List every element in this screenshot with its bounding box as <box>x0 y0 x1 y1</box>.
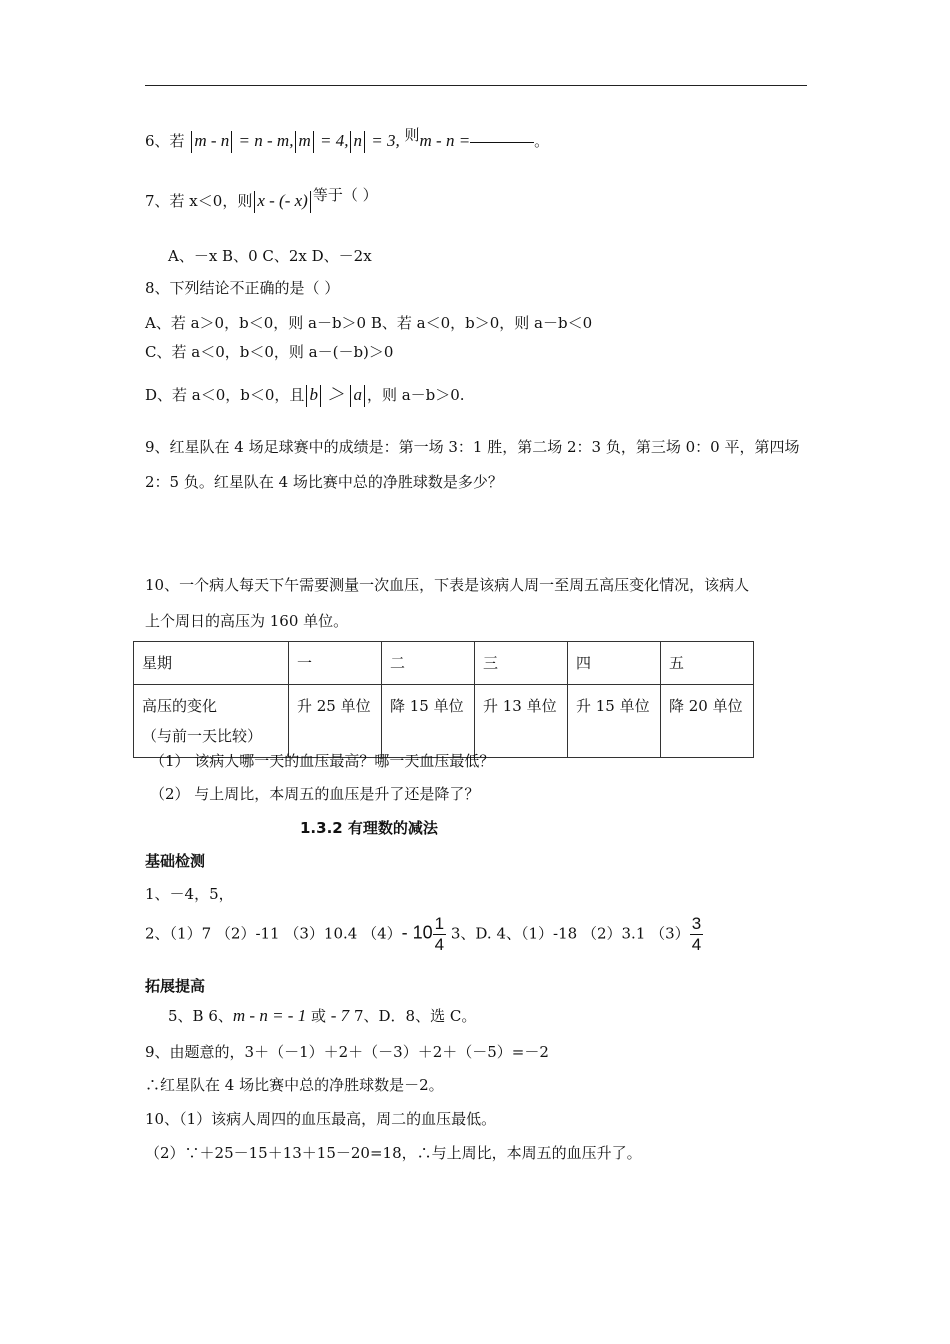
answer-5-8 <box>168 1005 476 1026</box>
question-9-line2: 2：5 负。红星队在 4 场比赛中总的净胜球数是多少？ <box>145 473 503 491</box>
answer-9-line2: ∴红星队在 4 场比赛中总的净胜球数是－2。 <box>145 1076 444 1094</box>
ans2-whole: - 10 <box>401 922 433 943</box>
q8d-prefix: D、若 a＜0，b＜0，且 <box>145 386 305 404</box>
table-row-label <box>134 685 289 758</box>
table-header-cell: 二 <box>382 642 475 685</box>
ans2-text: 2、（1）7 （2）-11 （3）10.4 （4） <box>145 924 402 943</box>
header-rule <box>145 85 807 86</box>
q8-option-d <box>145 380 465 407</box>
q8d-b: b <box>309 385 318 404</box>
ans5-math1: m - n = - 1 <box>232 1006 307 1025</box>
table-header-cell: 星期 <box>134 642 289 685</box>
q6-abs-expr: m - n <box>194 131 230 150</box>
q8-options-ab: A、若 a＞0，b＜0，则 a－b＞0 B、若 a＜0，b＞0，则 a－b＜0 <box>145 314 593 332</box>
frac-den: 4 <box>691 935 702 954</box>
ans5-text2: 7、D．8、选 C。 <box>349 1007 477 1025</box>
q6-end: 。 <box>534 132 550 150</box>
q8d-gt: ＞ <box>322 385 349 404</box>
q8-option-c: C、若 a＜0，b＜0，则 a－(－b)＞0 <box>145 343 394 361</box>
q6-eq2: = 4, <box>315 131 349 150</box>
blood-pressure-table <box>133 641 754 758</box>
frac-num: 1 <box>434 914 445 933</box>
q6-then: 则 <box>404 126 420 144</box>
q6-prefix: 6、若 <box>145 132 185 150</box>
sub-question-1: （1） 该病人哪一天的血压最高？哪一天血压最低？ <box>150 752 495 770</box>
answer-10-line1: 10、（1）该病人周四的血压最高，周二的血压最低。 <box>145 1110 497 1128</box>
question-9-line1: 9、红星队在 4 场足球赛中的成绩是：第一场 3：1 胜，第二场 2：3 负，第三场 0：0 平，第四场 <box>145 438 800 456</box>
answer-2-4 <box>145 914 703 955</box>
q6-m: m <box>298 131 311 150</box>
table-cell: 升 13 单位 <box>475 685 568 758</box>
q7-options: A、－x B、0 C、2x D、－2x <box>168 247 372 265</box>
basic-heading: 基础检测 <box>145 852 206 870</box>
question-6 <box>145 126 550 153</box>
q7-abs-expr: x - (- x) <box>257 191 308 210</box>
q6-expr: m - n = <box>419 131 471 150</box>
table-cell: 降 15 单位 <box>382 685 475 758</box>
q6-eq3: = 3, <box>366 131 400 150</box>
q8d-suffix: ，则 a－b＞0. <box>366 386 465 404</box>
q6-eq1: = n - m, <box>234 131 294 150</box>
table-header-cell: 四 <box>568 642 661 685</box>
table-header-row <box>134 642 754 685</box>
question-10-line2: 上个周日的高压为 160 单位。 <box>145 612 349 630</box>
table-header-cell: 三 <box>475 642 568 685</box>
sub-question-2: （2） 与上周比，本周五的血压是升了还是降了？ <box>150 785 480 803</box>
section-title: 1.3.2 有理数的减法 <box>300 819 438 837</box>
question-8: 8、下列结论不正确的是（ ） <box>145 279 340 297</box>
table-header-cell: 一 <box>289 642 382 685</box>
q7-prefix: 7、若 x＜0，则 <box>145 192 253 210</box>
q6-n: n <box>353 131 362 150</box>
ans2-text2: 3、D. 4、（1）-18 （2）3.1 （3） <box>446 924 690 943</box>
q7-suffix: 等于（ ） <box>312 186 378 204</box>
question-7 <box>145 186 378 213</box>
answer-10-line2: （2）∵＋25－15＋13＋15－20=18，∴与上周比，本周五的血压升了。 <box>145 1144 642 1162</box>
table-cell: 升 15 单位 <box>568 685 661 758</box>
answer-9-line1: 9、由题意的，3＋（－1）＋2＋（－3）＋2＋（－5）=－2 <box>145 1043 549 1061</box>
answer-1: 1、－4，5， <box>145 885 234 903</box>
table-row <box>134 685 754 758</box>
ans5-text: 5、B 6、 <box>168 1007 233 1025</box>
fraction-1-4 <box>433 914 446 955</box>
table-header-cell: 五 <box>661 642 754 685</box>
ans5-or: 或 <box>306 1007 331 1025</box>
q8d-a: a <box>353 385 362 404</box>
row-label-line2: （与前一天比较） <box>142 727 263 745</box>
frac-den: 4 <box>434 935 445 954</box>
frac-num: 3 <box>691 914 702 933</box>
table-cell: 降 20 单位 <box>661 685 754 758</box>
extend-heading: 拓展提高 <box>145 977 206 995</box>
question-10-line1: 10、一个病人每天下午需要测量一次血压，下表是该病人周一至周五高压变化情况，该病人 <box>145 576 750 594</box>
fraction-3-4 <box>690 914 703 955</box>
row-label-line1: 高压的变化 <box>142 697 218 715</box>
q6-answer-blank[interactable] <box>470 142 534 143</box>
table-cell: 升 25 单位 <box>289 685 382 758</box>
ans5-math2: - 7 <box>330 1006 350 1025</box>
